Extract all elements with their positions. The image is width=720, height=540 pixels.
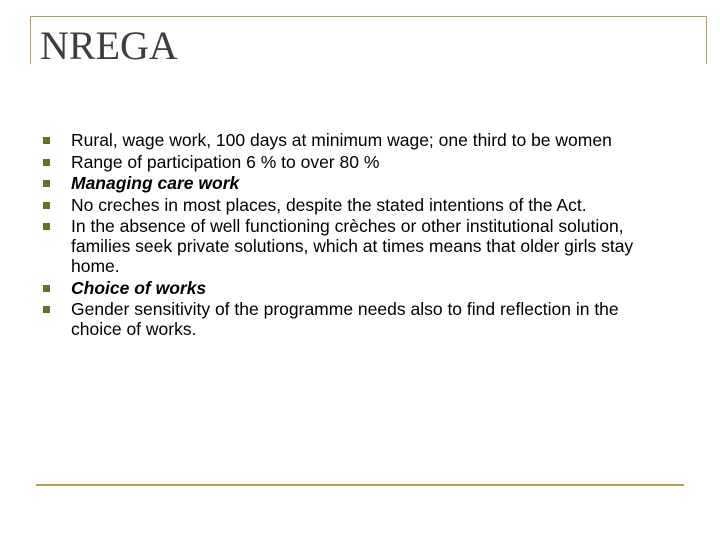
bullet-item bbox=[43, 195, 673, 215]
frame-bottom-line bbox=[36, 484, 684, 486]
bullet-item bbox=[43, 278, 673, 298]
square-bullet-icon bbox=[43, 223, 50, 230]
bullet-text: Gender sensitivity of the programme needs also to find reflection in the choice of works. bbox=[71, 299, 619, 339]
bullet-item bbox=[43, 216, 673, 276]
bullet-text: In the absence of well functioning crèches or other institutional solution, families seek private solutions, which at times means that older girls stay home. bbox=[71, 216, 634, 276]
slide-title: NREGA bbox=[40, 23, 178, 68]
square-bullet-icon bbox=[43, 137, 50, 144]
frame-left-line bbox=[30, 16, 31, 64]
bullet-item bbox=[43, 299, 673, 339]
bullet-text: Rural, wage work, 100 days at minimum wage; one third to be women bbox=[71, 130, 612, 150]
frame-top-line bbox=[30, 16, 707, 17]
bullet-text: Range of participation 6 % to over 80 % bbox=[71, 151, 380, 172]
frame-right-line bbox=[706, 16, 707, 64]
bullet-text: Choice of works bbox=[71, 277, 207, 298]
bullet-list bbox=[43, 130, 673, 341]
square-bullet-icon bbox=[43, 285, 50, 292]
bullet-text: Managing care work bbox=[71, 173, 240, 193]
square-bullet-icon bbox=[43, 306, 50, 313]
bullet-item bbox=[43, 173, 673, 193]
bullet-item bbox=[43, 152, 673, 172]
square-bullet-icon bbox=[43, 180, 50, 187]
square-bullet-icon bbox=[43, 202, 50, 209]
bullet-text: No creches in most places, despite the stated intentions of the Act. bbox=[71, 194, 587, 215]
square-bullet-icon bbox=[43, 159, 50, 166]
bullet-item bbox=[43, 130, 673, 150]
